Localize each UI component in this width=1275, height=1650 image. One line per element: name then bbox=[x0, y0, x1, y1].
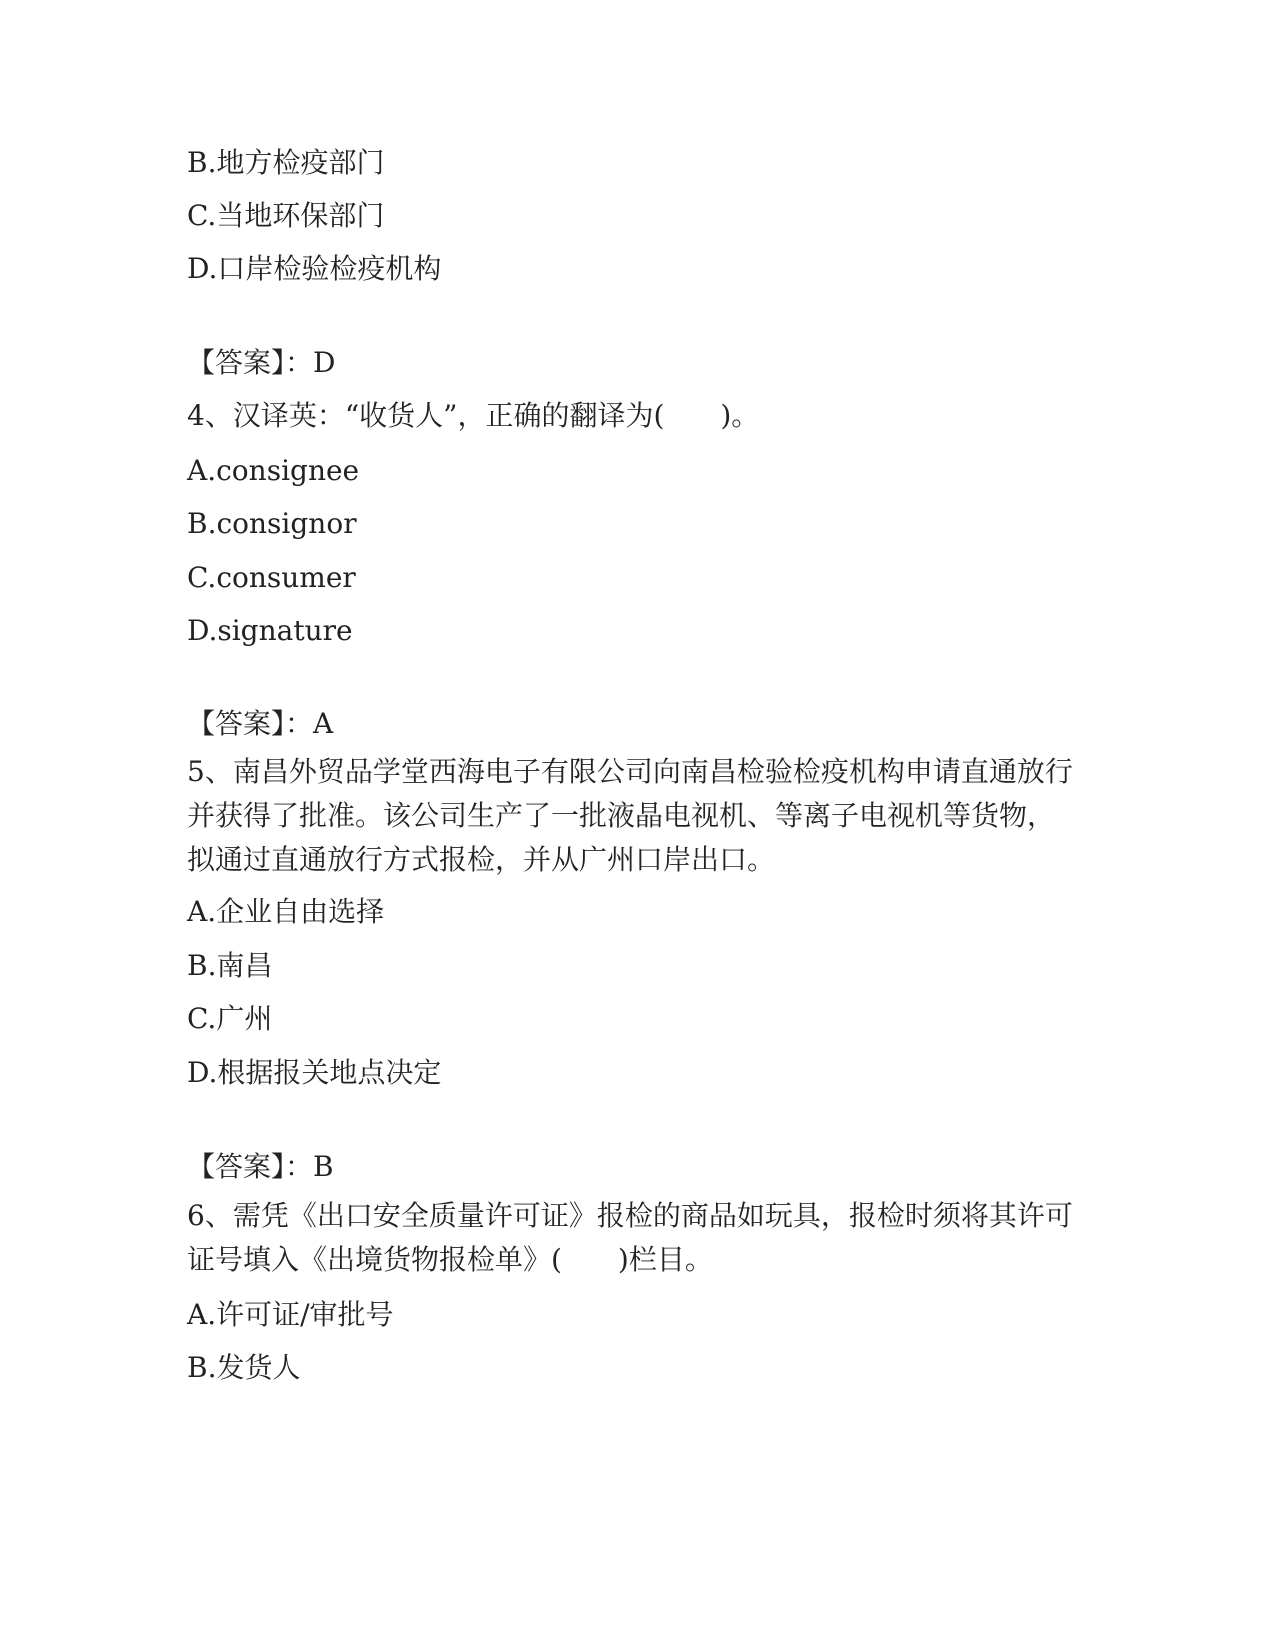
q5-option-a: A.企业自由选择 bbox=[187, 895, 385, 928]
q4-stem: 4、汉译英：“收货人”，正确的翻译为( )。 bbox=[187, 399, 760, 432]
q5-option-b: B.南昌 bbox=[187, 949, 273, 982]
q3-answer: 【答案】：D bbox=[187, 346, 336, 379]
q3-option-d: D.口岸检验检疫机构 bbox=[187, 252, 442, 285]
q6-option-a: A.许可证/审批号 bbox=[187, 1298, 394, 1331]
q4-option-a: A.consignee bbox=[187, 454, 360, 487]
q3-option-c: C.当地环保部门 bbox=[187, 199, 385, 232]
q6-stem: 6、需凭《出口安全质量许可证》报检的商品如玩具，报检时须将其许可证号填入《出境货物报检单》( )栏目。 bbox=[187, 1199, 1073, 1276]
q5-answer: 【答案】：B bbox=[187, 1150, 334, 1183]
q4-answer: 【答案】：A bbox=[187, 707, 334, 740]
q5-option-c: C.广州 bbox=[187, 1002, 273, 1035]
q5-stem: 5、南昌外贸品学堂西海电子有限公司向南昌检验检疫机构申请直通放行并获得了批准。该公司生产了一批液晶电视机、等离子电视机等货物，拟通过直通放行方式报检，并从广州口岸出口。 bbox=[187, 755, 1073, 876]
q4-option-c: C.consumer bbox=[187, 561, 356, 594]
q3-option-b: B.地方检疫部门 bbox=[187, 146, 385, 179]
q4-option-d: D.signature bbox=[187, 614, 353, 647]
q6-option-b: B.发货人 bbox=[187, 1351, 301, 1384]
q4-option-b: B.consignor bbox=[187, 507, 357, 540]
q5-option-d: D.根据报关地点决定 bbox=[187, 1056, 442, 1089]
